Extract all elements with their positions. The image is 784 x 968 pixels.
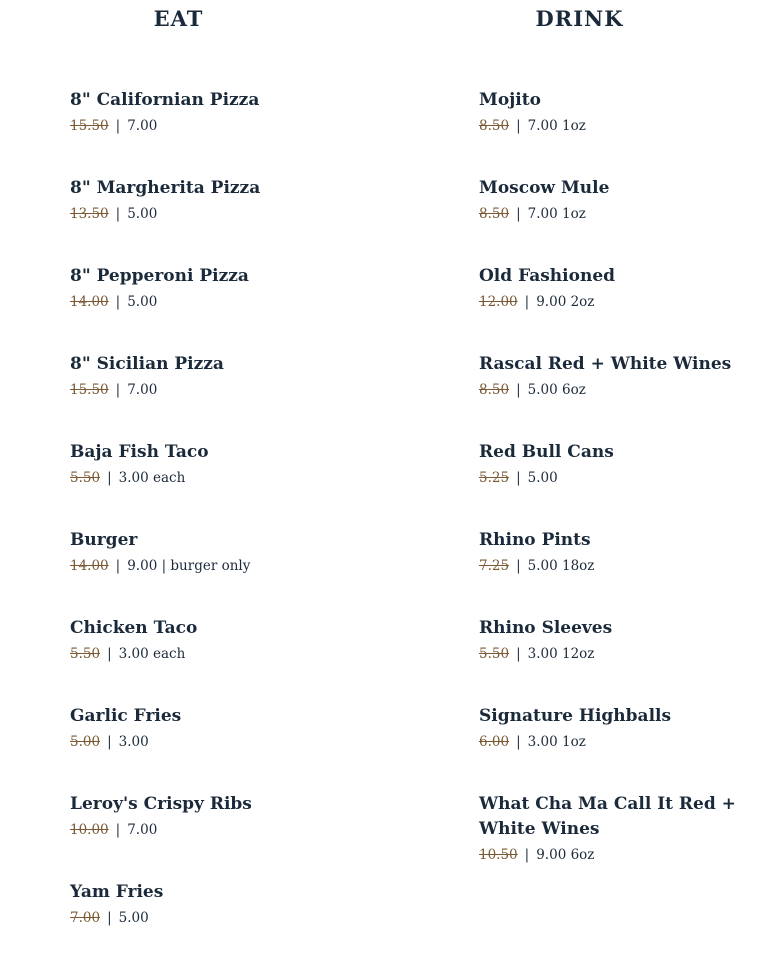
menu-item [70,792,410,880]
menu-item-name: What Cha Ma Call It Red + White Wines [479,794,736,839]
menu-item [70,88,410,176]
original-price: 5.50 [70,470,101,486]
original-price: 13.50 [70,206,109,222]
menu-item-name: Signature Highballs [479,706,672,726]
menu-item [70,176,410,264]
menu-item-price [70,204,410,224]
happy-hour-price: 9.00 | burger only [127,558,251,574]
happy-hour-price: 3.00 12oz [527,646,595,662]
original-price: 5.00 [70,734,101,750]
menu-item-price [479,732,779,752]
price-separator: | [516,382,521,398]
happy-hour-price: 5.00 [118,910,149,926]
original-price: 15.50 [70,118,109,134]
original-price: 5.50 [479,646,510,662]
original-price: 14.00 [70,558,109,574]
menu-item-name: 8" Sicilian Pizza [70,354,224,374]
menu-item-price [70,908,410,928]
price-separator: | [524,294,530,310]
menu-item-name: Moscow Mule [479,178,610,198]
menu-item-price [70,116,410,136]
menu-item [479,704,779,792]
menu-item-name: 8" Pepperoni Pizza [70,266,249,286]
happy-hour-price: 5.00 [127,294,158,310]
original-price: 14.00 [70,294,109,310]
happy-hour-price: 3.00 1oz [527,734,586,750]
menu-item-price [479,292,779,312]
price-separator: | [115,822,121,838]
happy-hour-price: 5.00 6oz [527,382,586,398]
menu-item [70,440,410,528]
menu-item-price [479,468,779,488]
menu-item [479,264,779,352]
menu-item-name: 8" Californian Pizza [70,90,260,110]
menu-item-name: Baja Fish Taco [70,442,209,462]
original-price: 5.50 [70,646,101,662]
menu-item [70,880,410,968]
menu-item-price [479,556,779,576]
original-price: 12.00 [479,294,518,310]
menu-item-name: Mojito [479,90,541,110]
menu-item-name: Red Bull Cans [479,442,614,462]
menu-item-price [479,204,779,224]
original-price: 7.00 [70,910,101,926]
menu-item [479,792,779,880]
price-separator: | [516,206,521,222]
happy-hour-price: 7.00 1oz [527,206,586,222]
menu-item-name: 8" Margherita Pizza [70,178,261,198]
menu-item-price [70,292,410,312]
price-separator: | [115,382,121,398]
menu-item-price [479,380,779,400]
menu-item-name: Chicken Taco [70,618,198,638]
happy-hour-price: 5.00 [127,206,158,222]
happy-hour-price: 7.00 1oz [527,118,586,134]
price-separator: | [516,734,521,750]
price-separator: | [115,206,121,222]
happy-hour-price: 9.00 2oz [536,294,595,310]
original-price: 10.50 [479,847,518,863]
price-separator: | [516,646,521,662]
menu-item-price [70,468,410,488]
happy-hour-price: 5.00 18oz [527,558,595,574]
price-separator: | [107,646,112,662]
menu-item-name: Garlic Fries [70,706,182,726]
menu-item-name: Rhino Sleeves [479,618,613,638]
happy-hour-price: 7.00 [127,382,158,398]
menu-item-price [70,732,410,752]
menu-item-name: Old Fashioned [479,266,616,286]
eat-heading: EAT [153,6,204,31]
menu-item-price [70,556,410,576]
menu-item [479,88,779,176]
menu-item-price [479,644,779,664]
menu-item-price [70,820,410,840]
menu-item-price [70,644,410,664]
menu-item-name: Leroy's Crispy Ribs [70,794,252,814]
menu-item-price [479,116,779,136]
price-separator: | [107,470,112,486]
price-separator: | [516,558,521,574]
menu-item [70,264,410,352]
happy-hour-price: 5.00 [527,470,558,486]
drink-menu-list [479,88,779,880]
menu-item-price [70,380,410,400]
price-separator: | [524,847,530,863]
menu-item [479,352,779,440]
menu-item [479,528,779,616]
original-price: 8.50 [479,382,510,398]
price-separator: | [115,294,121,310]
menu-item [70,704,410,792]
price-separator: | [516,470,521,486]
original-price: 8.50 [479,118,510,134]
menu-item [479,176,779,264]
original-price: 15.50 [70,382,109,398]
menu-item-name: Rhino Pints [479,530,591,550]
price-separator: | [107,734,112,750]
original-price: 5.25 [479,470,510,486]
menu-item [70,352,410,440]
menu-item-name: Burger [70,530,138,550]
price-separator: | [107,910,112,926]
eat-menu-list [70,88,410,968]
happy-hour-price: 3.00 each [118,646,186,662]
happy-hour-price: 3.00 [118,734,149,750]
menu-item [70,616,410,704]
menu-item [479,616,779,704]
happy-hour-price: 3.00 each [118,470,186,486]
original-price: 7.25 [479,558,510,574]
price-separator: | [115,118,121,134]
price-separator: | [115,558,121,574]
happy-hour-price: 9.00 6oz [536,847,595,863]
happy-hour-price: 7.00 [127,118,158,134]
menu-item [70,528,410,616]
menu-item [479,440,779,528]
menu-item-name: Rascal Red + White Wines [479,354,732,374]
price-separator: | [516,118,521,134]
original-price: 8.50 [479,206,510,222]
original-price: 6.00 [479,734,510,750]
menu-item-price [479,845,779,865]
happy-hour-price: 7.00 [127,822,158,838]
menu-item-name: Yam Fries [70,882,164,902]
drink-heading: DRINK [535,6,624,31]
original-price: 10.00 [70,822,109,838]
